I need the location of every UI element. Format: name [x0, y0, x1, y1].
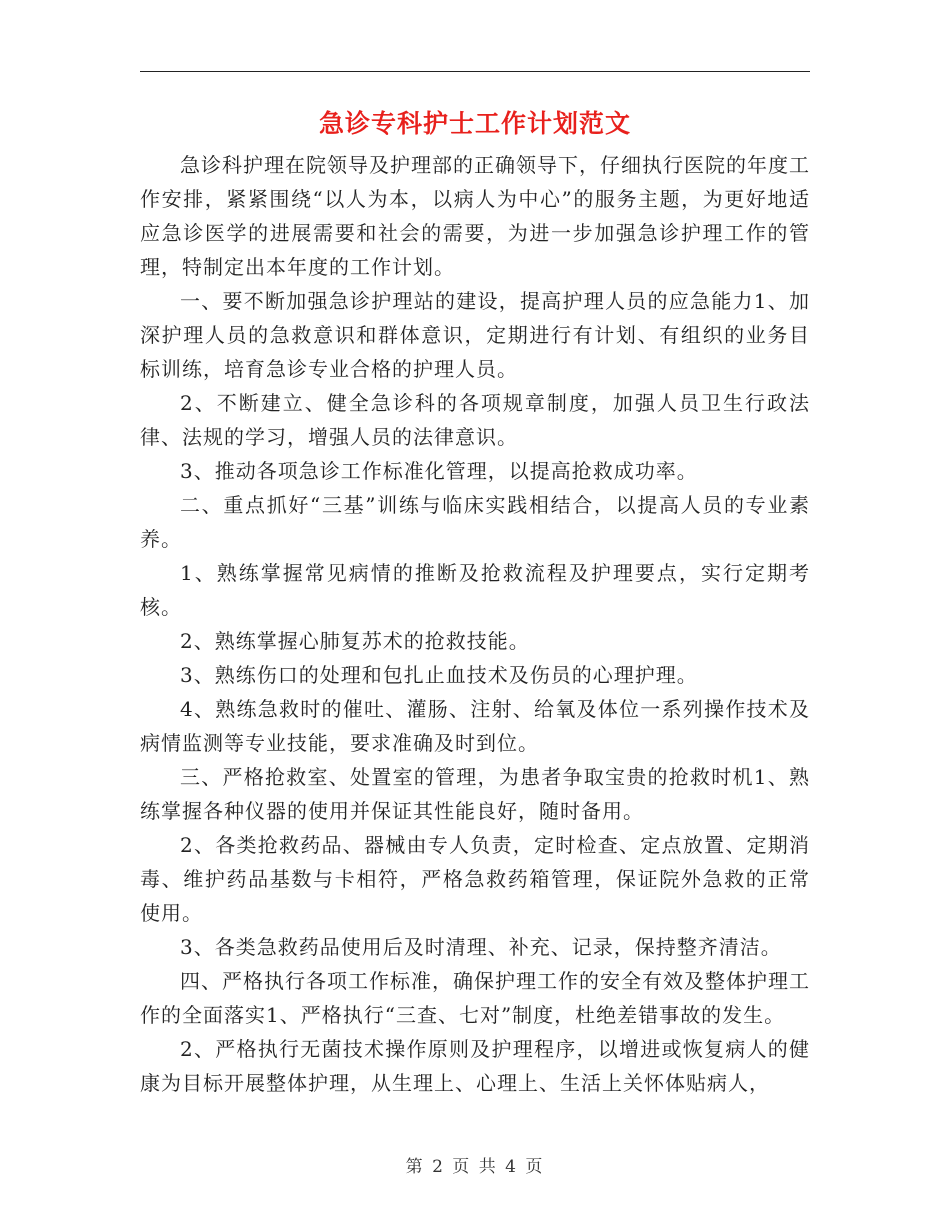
paragraph: 四、严格执行各项工作标准，确保护理工作的安全有效及整体护理工作的全面落实1、严格执行“三查、七对”制度，杜绝差错事故的发生。 — [140, 969, 810, 1027]
paragraph: 一、要不断加强急诊护理站的建设，提高护理人员的应急能力1、加深护理人员的急救意识和群体意识，定期进行有计划、有组织的业务目标训练，培育急诊专业合格的护理人员。 — [140, 289, 810, 381]
paragraph: 急诊科护理在院领导及护理部的正确领导下，仔细执行医院的年度工作安排，紧紧围绕“以人为本，以病人为中心”的服务主题，为更好地适应急诊医学的进展需要和社会的需要，为进一步加强急诊护理工作的管理，特制定出本年度的工作计划。 — [140, 153, 810, 279]
paragraph: 2、不断建立、健全急诊科的各项规章制度，加强人员卫生行政法律、法规的学习，增强人员的法律意识。 — [140, 391, 810, 449]
paragraph: 3、熟练伤口的处理和包扎止血技术及伤员的心理护理。 — [180, 663, 698, 687]
paragraph: 4、熟练急救时的催吐、灌肠、注射、给氧及体位一系列操作技术及病情监测等专业技能，要求准确及时到位。 — [140, 697, 810, 755]
paragraph: 2、熟练掌握心肺复苏术的抢救技能。 — [180, 629, 530, 653]
paragraph: 3、各类急救药品使用后及时清理、补充、记录，保持整齐清洁。 — [180, 935, 782, 959]
page-number: 第 2 页 共 4 页 — [405, 1157, 545, 1177]
paragraph: 二、重点抓好“三基”训练与临床实践相结合，以提高人员的专业素养。 — [140, 493, 810, 551]
document-body — [140, 148, 810, 1100]
paragraph: 2、严格执行无菌技术操作原则及护理程序，以增进或恢复病人的健康为目标开展整体护理，从生理上、心理上、生活上关怀体贴病人， — [140, 1037, 810, 1095]
document-title: 急诊专科护士工作计划范文 — [318, 109, 631, 138]
paragraph: 三、严格抢救室、处置室的管理，为患者争取宝贵的抢救时机1、熟练掌握各种仪器的使用并保证其性能良好，随时备用。 — [140, 765, 810, 823]
paragraph: 1、熟练掌握常见病情的推断及抢救流程及护理要点，实行定期考核。 — [140, 561, 810, 619]
header-rule — [140, 71, 810, 72]
paragraph: 3、推动各项急诊工作标准化管理，以提高抢救成功率。 — [180, 459, 698, 483]
paragraph: 2、各类抢救药品、器械由专人负责，定时检查、定点放置、定期消毒、维护药品基数与卡相符，严格急救药箱管理，保证院外急救的正常使用。 — [140, 833, 810, 925]
